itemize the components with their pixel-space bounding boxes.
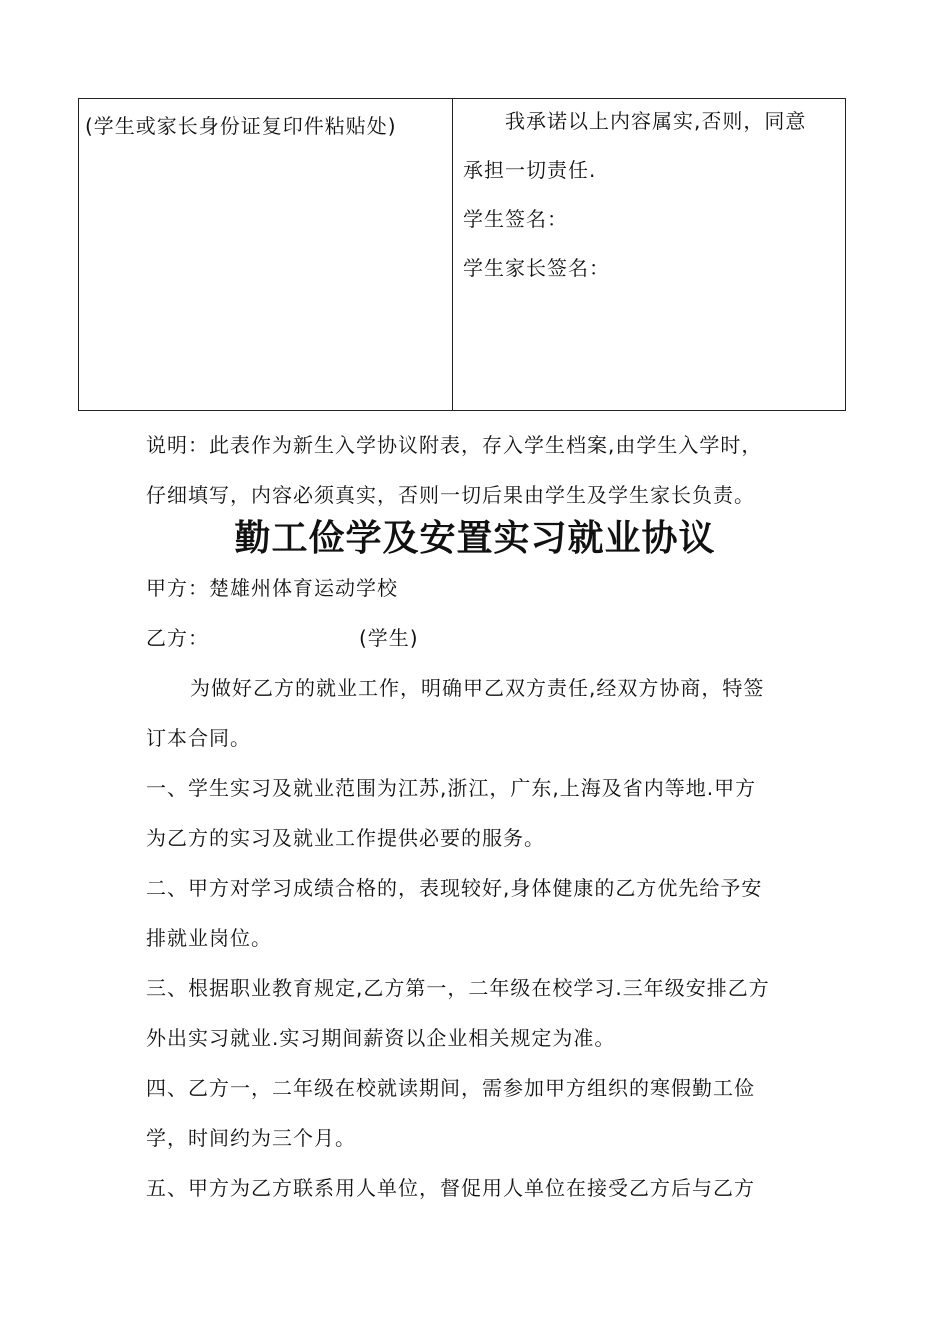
clause-4-line-1: 四、乙方一，二年级在校就读期间，需参加甲方组织的寒假勤工俭 — [146, 1076, 755, 1100]
commitment-cell — [453, 99, 845, 410]
party-a: 甲方：楚雄州体育运动学校 — [146, 576, 398, 600]
clause-1-line-2: 为乙方的实习及就业工作提供必要的服务。 — [146, 826, 545, 850]
clause-3-line-1: 三、根据职业教育规定,乙方第一，二年级在校学习.三年级安排乙方 — [146, 976, 770, 1000]
commitment-line-1: 我承诺以上内容属实,否则，同意 — [505, 109, 807, 133]
party-b-role: (学生) — [359, 626, 419, 650]
agreement-body — [146, 563, 826, 1213]
id-copy-label: (学生或家长身份证复印件粘贴处) — [85, 114, 397, 138]
intro-line-2: 订本合同。 — [146, 726, 251, 750]
clause-1-line-1: 一、学生实习及就业范围为江苏,浙江，广东,上海及省内等地.甲方 — [146, 776, 757, 800]
agreement-title: 勤工俭学及安置实习就业协议 — [234, 518, 716, 559]
table-notes — [146, 420, 826, 520]
clause-5-line-1: 五、甲方为乙方联系用人单位，督促用人单位在接受乙方后与乙方 — [146, 1176, 755, 1200]
clause-2-line-1: 二、甲方对学习成绩合格的，表现较好,身体健康的乙方优先给予安 — [146, 876, 763, 900]
clause-3-line-2: 外出实习就业.实习期间薪资以企业相关规定为准。 — [146, 1026, 616, 1050]
party-b-label: 乙方： — [146, 626, 209, 650]
student-signature-label: 学生签名： — [463, 207, 568, 231]
note-line-1: 说明：此表作为新生入学协议附表，存入学生档案,由学生入学时， — [146, 433, 763, 457]
intro-line-1: 为做好乙方的就业工作，明确甲乙双方责任,经双方协商，特签 — [190, 676, 765, 700]
clause-4-line-2: 学，时间约为三个月。 — [146, 1126, 356, 1150]
commitment-line-2: 承担一切责任. — [463, 158, 597, 182]
party-b — [146, 613, 826, 663]
id-copy-paste-area — [79, 99, 453, 410]
commitment-table — [78, 98, 846, 411]
parent-signature-label: 学生家长签名： — [463, 256, 610, 280]
note-line-2: 仔细填写，内容必须真实，否则一切后果由学生及学生家长负责。 — [146, 483, 755, 507]
clause-2-line-2: 排就业岗位。 — [146, 926, 272, 950]
